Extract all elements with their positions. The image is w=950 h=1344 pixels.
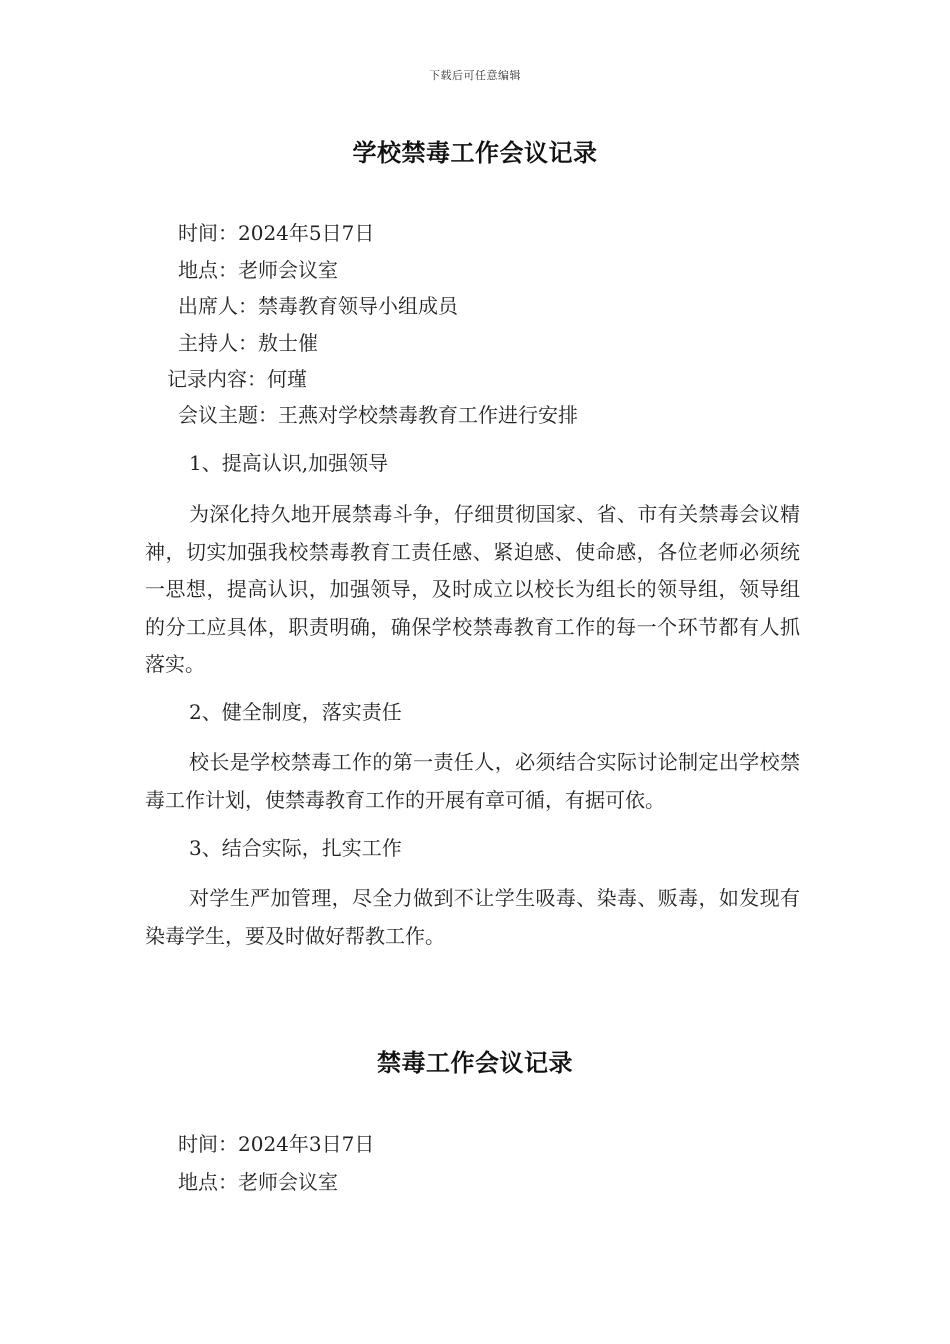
meeting-topic: 会议主题：王燕对学校禁毒教育工作进行安排	[178, 403, 578, 427]
second-record-title: 禁毒工作会议记录	[377, 1049, 573, 1077]
section-heading: 3、结合实际，扎实工作	[189, 836, 402, 860]
meeting-time: 时间：2024年5日7日	[178, 221, 375, 245]
section-body: 为深化持久地开展禁毒斗争，仔细贯彻国家、省、市有关禁毒会议精神，切实加强我校禁毒教育工责任感、紧迫感、使命感，各位老师必须统一思想，提高认识，加强领导，及时成立以校长为组长的领导组，领导组的分工应具体，职责明确，确保学校禁毒教育工作的每一个环节都有人抓落实。	[145, 502, 800, 676]
meeting-location: 地点：老师会议室	[178, 258, 338, 282]
section-body: 校长是学校禁毒工作的第一责任人，必须结合实际讨论制定出学校禁毒工作计划，使禁毒教育工作的开展有章可循，有据可依。	[145, 750, 800, 812]
page-title: 学校禁毒工作会议记录	[352, 139, 598, 167]
meeting-recorder: 记录内容：何瑾	[167, 367, 307, 391]
header-note: 下载后可任意编辑	[429, 69, 521, 82]
meeting-attendees: 出席人：禁毒教育领导小组成员	[178, 294, 458, 318]
section-heading: 2、健全制度，落实责任	[189, 700, 402, 724]
meeting-time: 时间：2024年3日7日	[178, 1132, 375, 1156]
meeting-host: 主持人：敖士催	[178, 331, 318, 355]
meeting-location: 地点：老师会议室	[178, 1170, 338, 1194]
section-heading: 1、提高认识,加强领导	[189, 451, 389, 475]
section-body: 对学生严加管理，尽全力做到不让学生吸毒、染毒、贩毒，如发现有染毒学生，要及时做好帮教工作。	[145, 886, 800, 948]
